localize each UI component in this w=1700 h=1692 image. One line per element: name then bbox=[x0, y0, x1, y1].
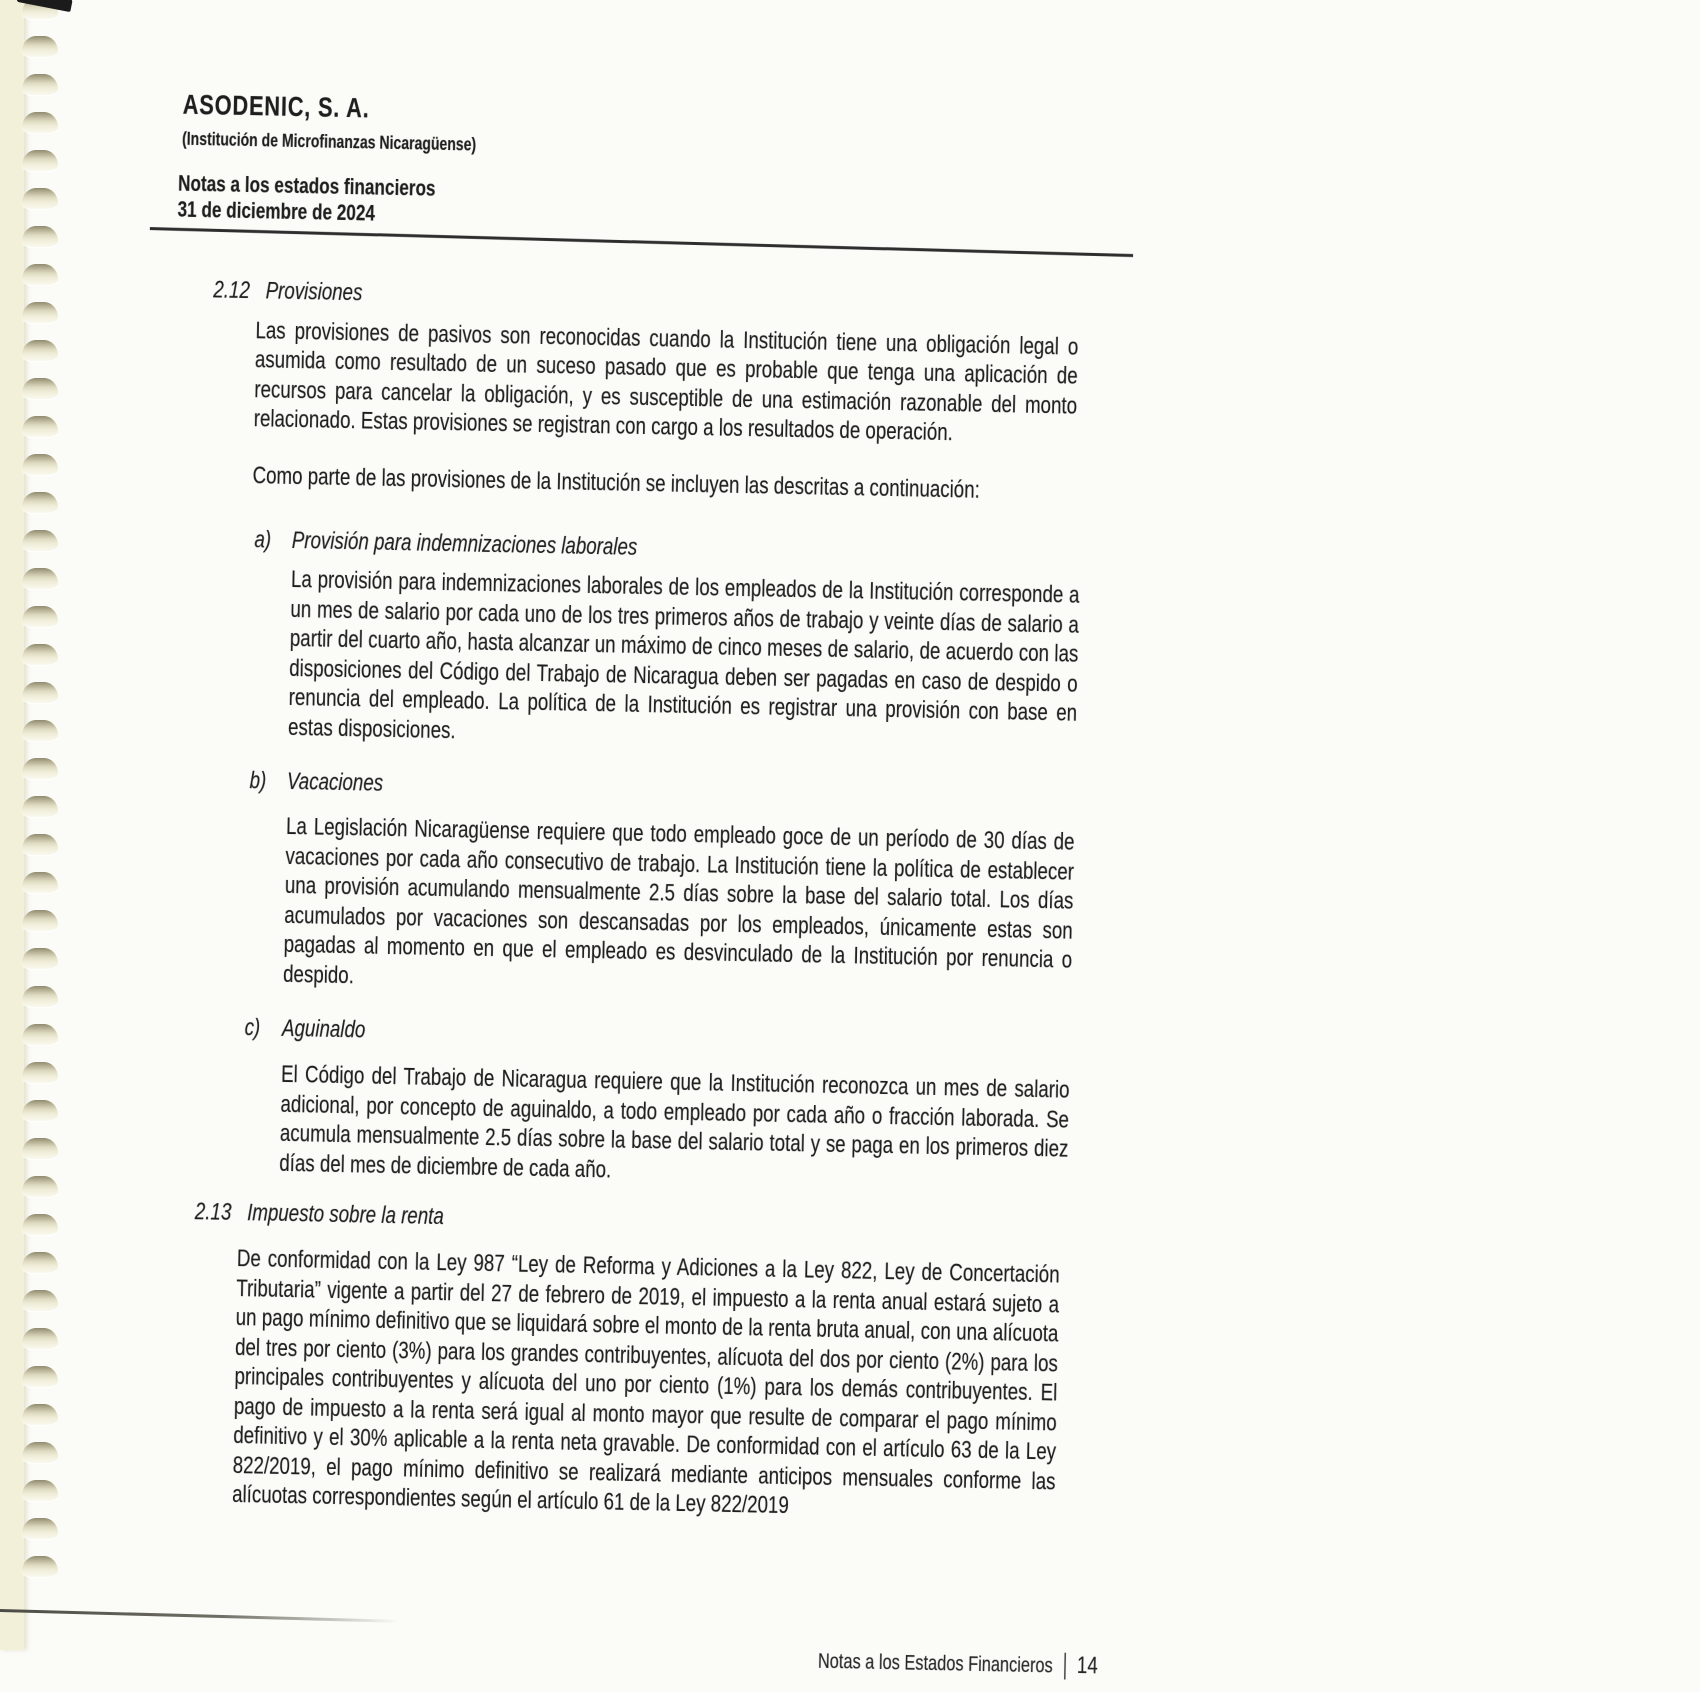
binding-hole bbox=[22, 1518, 58, 1539]
company-name: ASODENIC, S. A. bbox=[182, 88, 370, 124]
document-body bbox=[0, 270, 1274, 1529]
document-header bbox=[0, 86, 1277, 252]
subsection-title: Aguinaldo bbox=[281, 1014, 366, 1044]
paragraph: La provisión para indemnizaciones laborales de los empleados de la Institución corresponde a un mes de salario por cada uno de los tres primeros años de trabajo y veinte días de salario a partir del cuarto año, hasta alcanzar un máximo de cinco meses de salario, de acuerdo con las disposiciones del Código del Trabajo de Nicaragua deben ser pagadas en caso de despido o renuncia del empleado. La política de la Institución es registrar una provisión con base en estas disposiciones. bbox=[287, 565, 1080, 744]
subsection-letter: b) bbox=[249, 767, 267, 795]
paragraph: Las provisiones de pasivos son reconocidas cuando la Institución tiene una obligación legal o asumida como resultado de un suceso pasado que es probable que tenga una aplicación de recursos para cancelar la obligación, y es susceptible de una estimación razonable del monto relacionado. Estas provisiones se registran con cargo a los resultados de operación. bbox=[253, 316, 1079, 447]
company-subtitle: (Institución de Microfinanzas Nicaragüense) bbox=[181, 128, 477, 155]
section-number: 2.12 bbox=[213, 275, 251, 304]
page-footer bbox=[0, 1630, 1098, 1681]
paragraph: De conformidad con la Ley 987 “Ley de Reforma y Adiciones a la Ley 822, Ley de Concertación Tributaria” vigente a partir del 27 de febrero de 2019, el impuesto a la renta anual estará sujeto a un pago mínimo definitivo que se liquidará sobre el monto de la renta bruta anual, con una alícuota del tres por ciento (3%) para los grandes contribuyentes, alícuota del dos por ciento (2%) para los principales contribuyentes y alícuota del uno por ciento (1%) para los demás contribuyentes. El pago de impuesto a la renta será igual al monto mayor que resulte de comparar el pago mínimo definitivo y el 30% aplicable a la renta neta gravable. De conformidad con el artículo 63 de la Ley 822/2019, el pago mínimo definitivo se realizará mediante anticipos mensuales conforme las alícuotas correspondientes según el artículo 61 de la Ley 822/2019 bbox=[231, 1245, 1060, 1520]
subsection-letter: c) bbox=[244, 1014, 261, 1042]
page-number: 14 bbox=[1076, 1651, 1099, 1680]
page-content bbox=[0, 86, 1277, 1680]
subsection-title: Vacaciones bbox=[286, 767, 384, 797]
subsection-letter: a) bbox=[254, 526, 272, 554]
section-heading-2-13 bbox=[195, 1197, 1255, 1248]
section-number: 2.13 bbox=[194, 1198, 232, 1226]
footer-label: Notas a los Estados Financieros bbox=[817, 1649, 1053, 1678]
paragraph: Como parte de las provisiones de la Institución se incluyen las descritas a continuación: bbox=[252, 461, 981, 504]
document-date: 31 de diciembre de 2024 bbox=[177, 196, 376, 226]
section-title: Provisiones bbox=[265, 276, 363, 306]
subsection-title: Provisión para indemnizaciones laborales bbox=[291, 526, 638, 561]
section-title: Impuesto sobre la renta bbox=[246, 1199, 445, 1231]
page-bottom-edge bbox=[0, 1609, 400, 1622]
paragraph: El Código del Trabajo de Nicaragua requiere que la Institución reconozca un mes de salario adicional, por concepto de aguinaldo, a todo empleado por cada año o fracción laborada. Se acumula mensualmente 2.5 días sobre la base del salario total y se paga en los primeros diez días del mes de diciembre de cada año. bbox=[279, 1060, 1070, 1184]
binding-hole bbox=[22, 1556, 58, 1577]
subsection-heading-b bbox=[249, 766, 1263, 816]
document-title: Notas a los estados financieros bbox=[177, 170, 436, 201]
paragraph: La Legislación Nicaragüense requiere que todo empleado goce de un período de 30 días de vacaciones por cada año consecutivo de trabajo. La Institución tiene la política de establecer una provisión acumulando mensualmente 2.5 días sobre la base del salario total. Los días acumulados por vacaciones son descansadas por los empleados, únicamente estas son pagadas al momento en que el empleado es desvinculado de la Institución por renuncia o despido. bbox=[282, 812, 1075, 989]
subsection-heading-c bbox=[244, 1013, 1258, 1063]
footer-divider bbox=[1064, 1653, 1066, 1680]
